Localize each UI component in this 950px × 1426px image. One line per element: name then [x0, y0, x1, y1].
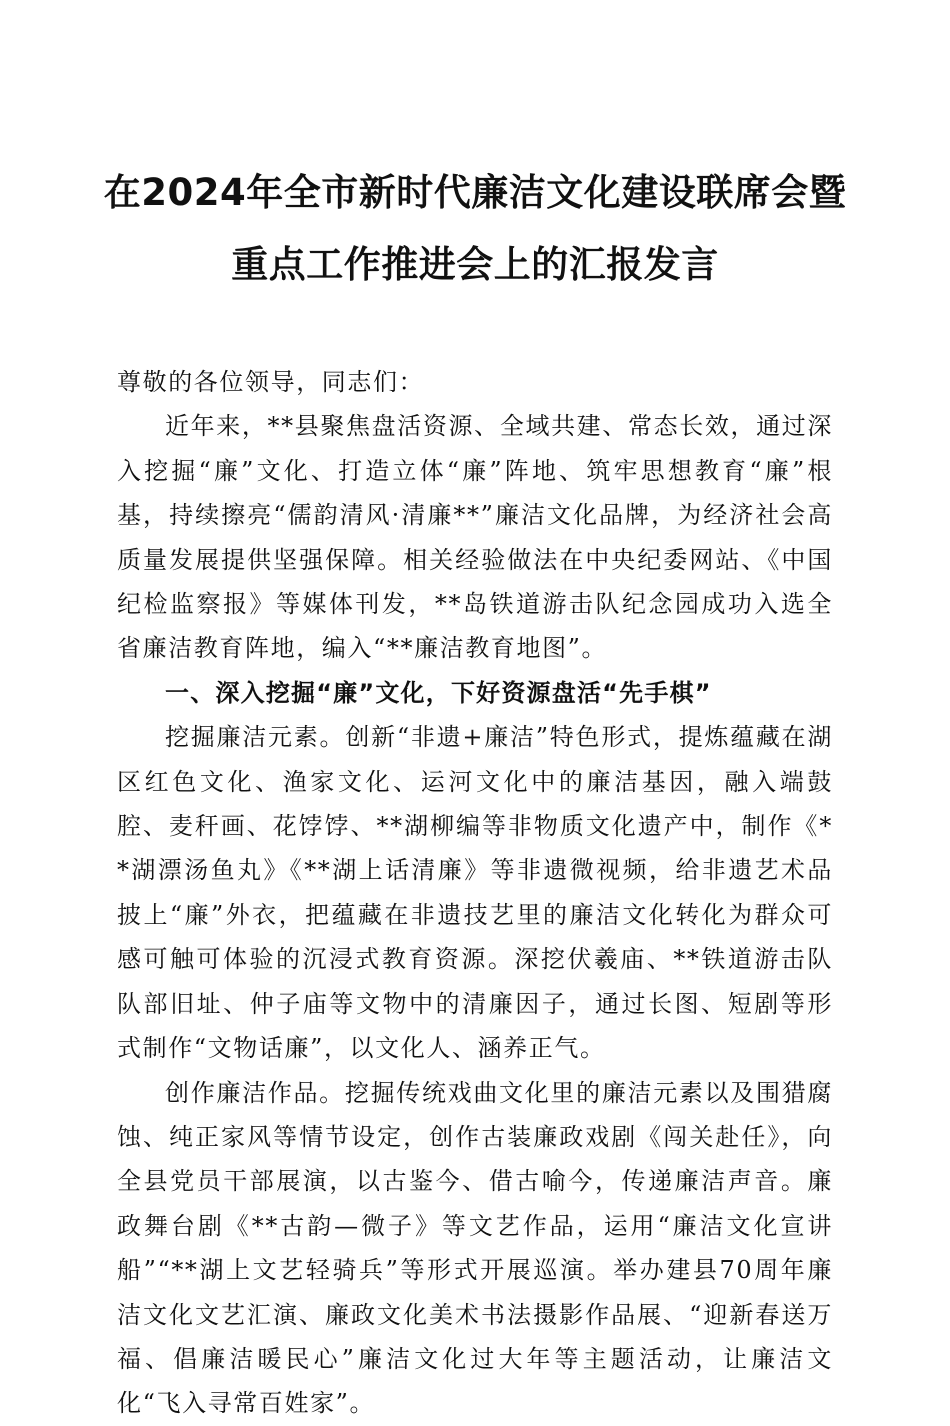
- salutation: 尊敬的各位领导，同志们：: [117, 368, 425, 396]
- section-1-heading: 一、深入挖掘“廉”文化，下好资源盘活“先手棋”: [165, 678, 712, 707]
- section-1-paragraph-1: 挖掘廉洁元素。创新“非遗+廉洁”特色形式，提炼蕴藏在湖区红色文化、渔家文化、运河文化中的廉洁基因，融入端鼓腔、麦秆画、花饽饽、**湖柳编等非物质文化遗产中，制作《**湖漂汤鱼丸》《**湖上话清廉》等非遗微视频，给非遗艺术品披上“廉”外衣，把蕴藏在非遗技艺里的廉洁文化转化为群众可感可触可体验的沉浸式教育资源。深挖伏羲庙、**铁道游击队队部旧址、仲子庙等文物中的清廉因子，通过长图、短剧等形式制作“文物话廉”，以文化人、涵养正气。: [117, 723, 833, 1063]
- document-title-line-1: 在2024年全市新时代廉洁文化建设联席会暨: [103, 171, 847, 214]
- intro-paragraph: 近年来，**县聚焦盘活资源、全域共建、常态长效，通过深入挖掘“廉”文化、打造立体“廉”阵地、筑牢思想教育“廉”根基，持续擦亮“儒韵清风·清廉**”廉洁文化品牌，为经济社会高质量发展提供坚强保障。相关经验做法在中央纪委网站、《中国纪检监察报》等媒体刊发，**岛铁道游击队纪念园成功入选全省廉洁教育阵地，编入“**廉洁教育地图”。: [117, 412, 833, 663]
- section-1-paragraph-2: 创作廉洁作品。挖掘传统戏曲文化里的廉洁元素以及围猎腐蚀、纯正家风等情节设定，创作古装廉政戏剧《闯关赴任》，向全县党员干部展演，以古鉴今、借古喻今，传递廉洁声音。廉政舞台剧《**古韵—微子》等文艺作品，运用“廉洁文化宣讲船”“**湖上文艺轻骑兵”等形式开展巡演。举办建县70周年廉洁文化文艺汇演、廉政文化美术书法摄影作品展、“迎新春送万福、倡廉洁暖民心”廉洁文化过大年等主题活动，让廉洁文化“飞入寻常百姓家”。: [117, 1078, 833, 1418]
- document-body: [117, 360, 833, 1426]
- document-title-line-2: 重点工作推进会上的汇报发言: [231, 243, 719, 286]
